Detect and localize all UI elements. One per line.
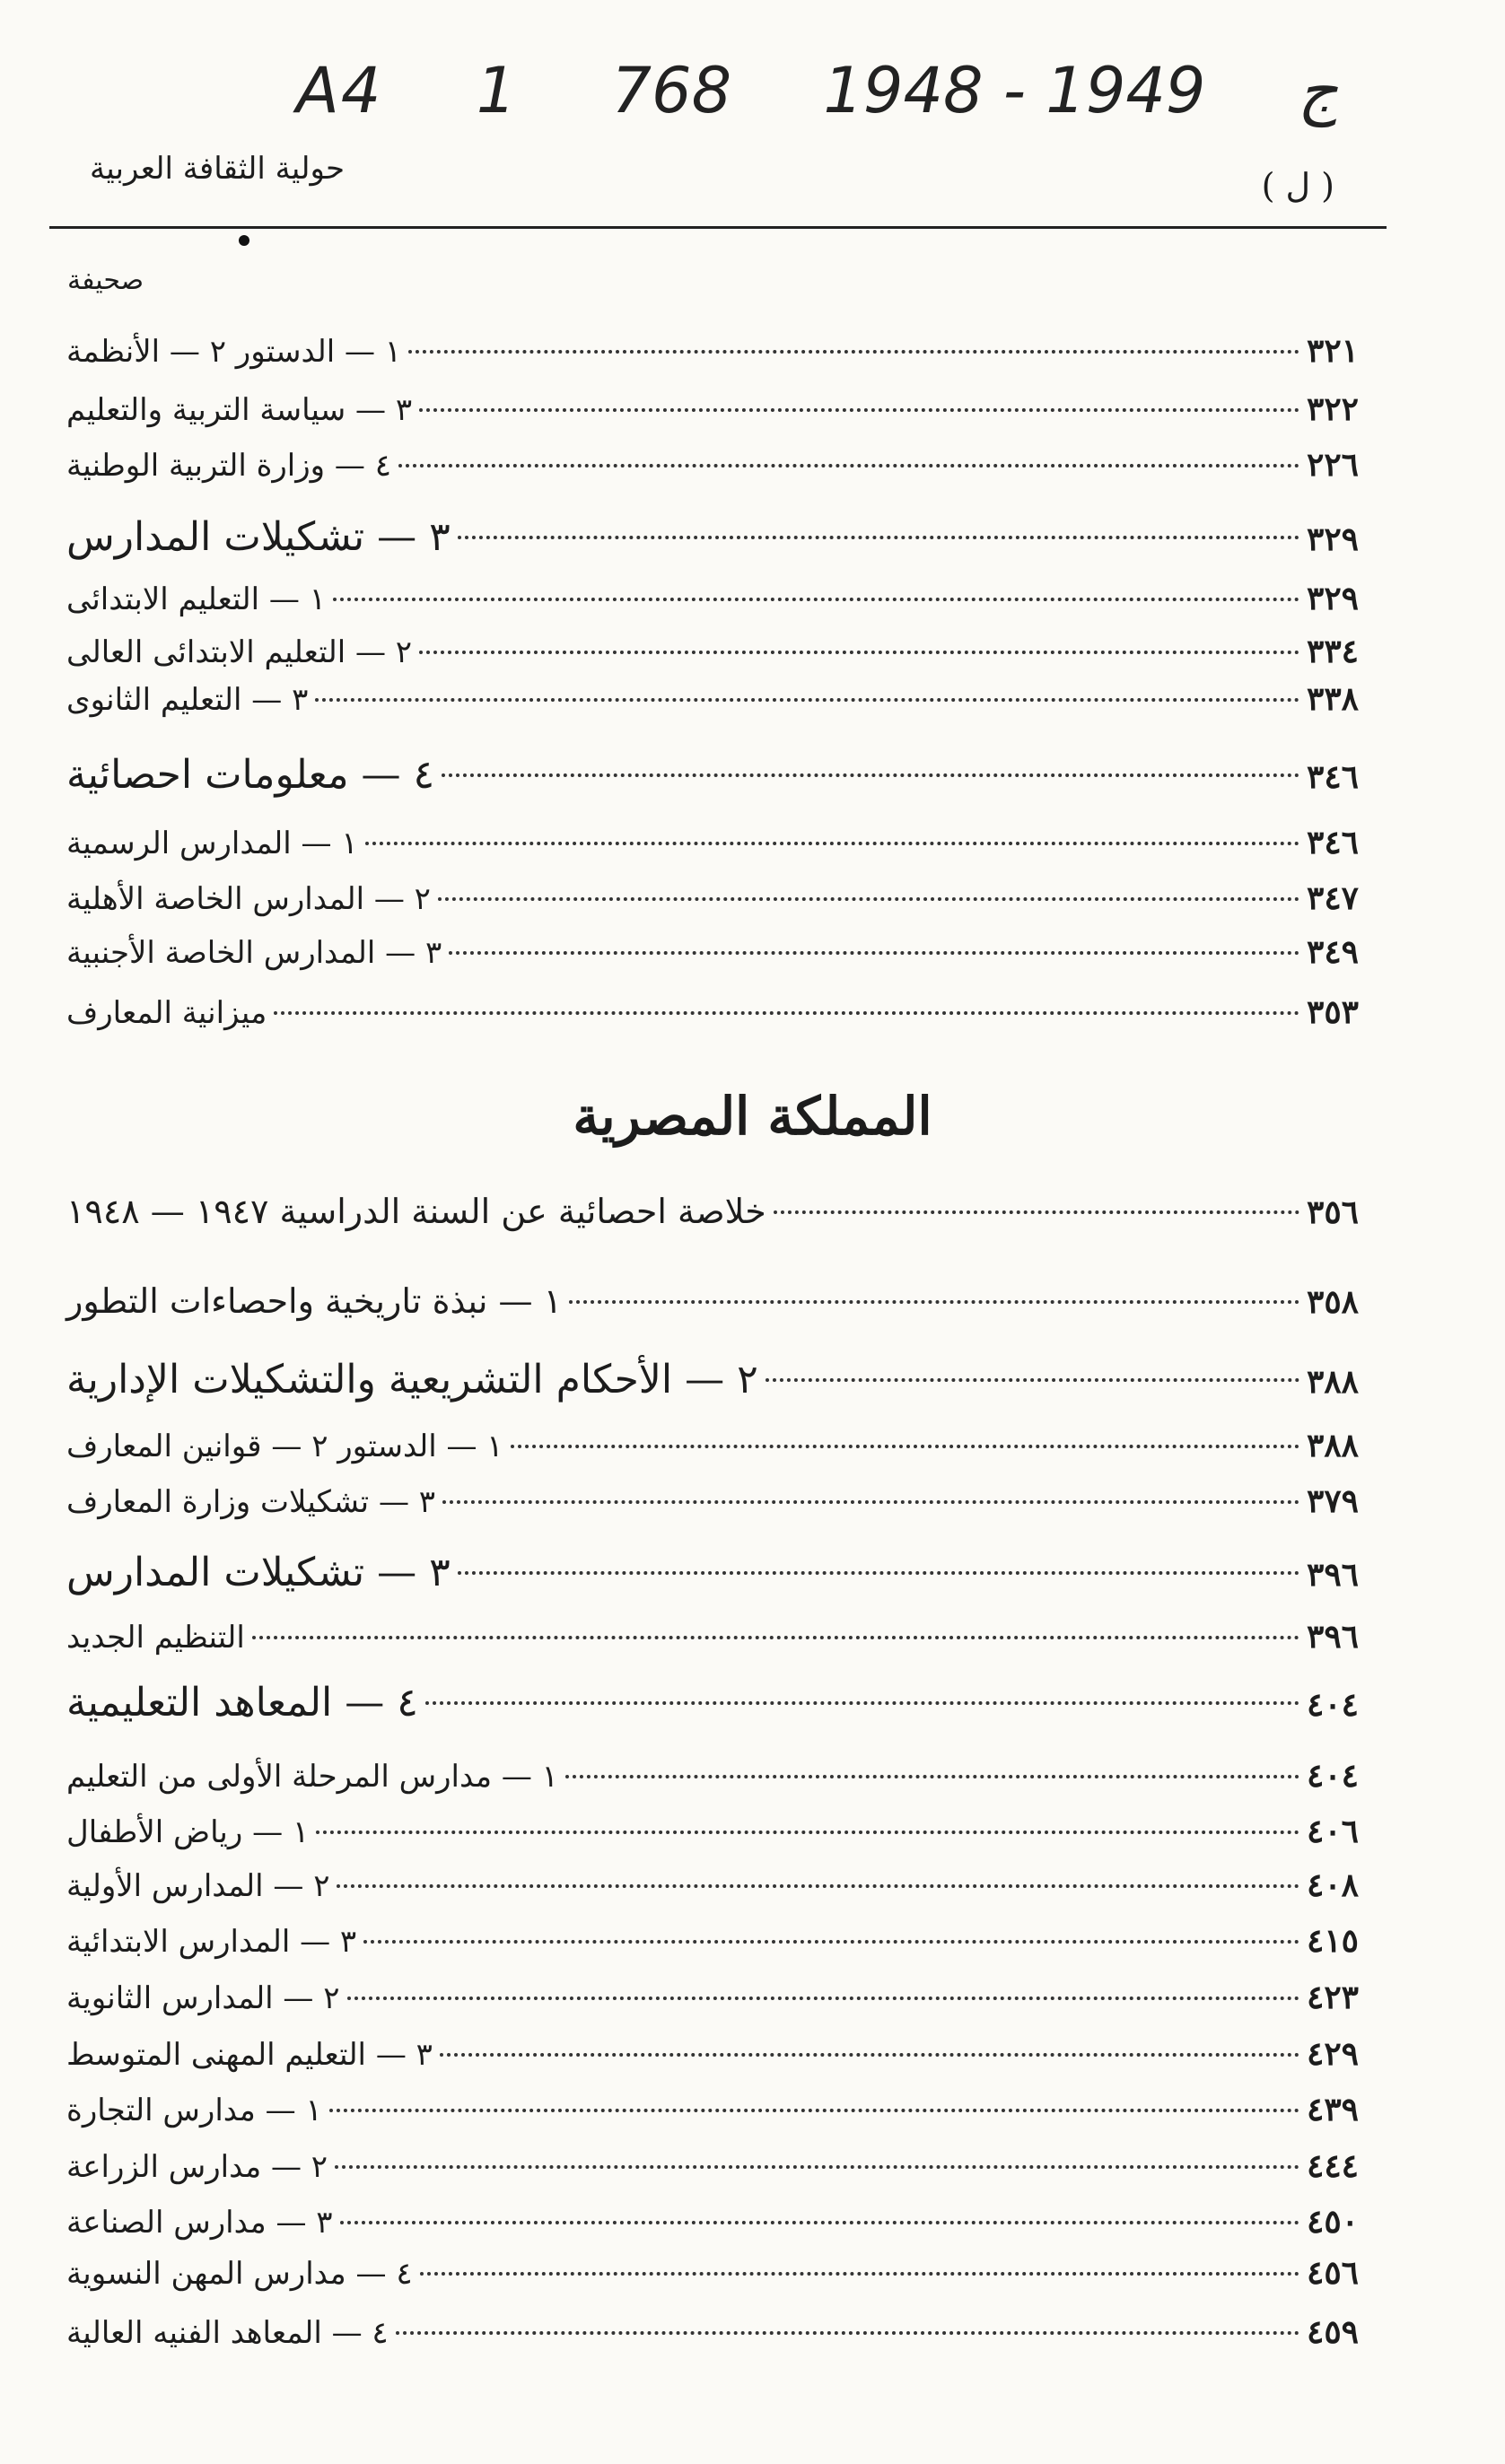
leader-dots xyxy=(449,950,1299,955)
toc-entry xyxy=(54,1550,1364,1595)
leader-dots xyxy=(347,1996,1299,2000)
leader-dots xyxy=(419,650,1299,654)
toc-entry xyxy=(54,680,1364,718)
toc-entry-page: ٣٢٩ xyxy=(1306,520,1359,558)
leader-dots xyxy=(333,597,1299,601)
toc-entry-title: ٤ — المعاهد التعليمية xyxy=(66,1680,418,1726)
toc-entry-title: ٢ — المدارس الخاصة الأهلية xyxy=(66,881,431,917)
toc-entry xyxy=(54,1813,1364,1850)
toc-entry-title: ٤ — معلومات احصائية xyxy=(66,752,435,798)
toc-entry xyxy=(54,1618,1364,1656)
leader-dots xyxy=(442,773,1299,777)
leader-dots xyxy=(766,1377,1299,1382)
toc-entry-page: ٤٣٩ xyxy=(1306,2091,1359,2128)
toc-entry-title: ٣ — مدارس الصناعة xyxy=(66,2205,333,2241)
toc-entry xyxy=(54,1922,1364,1960)
leader-dots xyxy=(315,697,1299,702)
toc-entry xyxy=(54,390,1364,428)
toc-entry-page: ٣٨٨ xyxy=(1306,1427,1359,1464)
toc-entry-title: ٣ — سياسة التربية والتعليم xyxy=(66,392,413,428)
leader-dots xyxy=(458,1570,1299,1575)
leader-dots xyxy=(274,1010,1299,1015)
handwritten-annotation xyxy=(296,54,1410,127)
toc-entry-page: ٣٤٩ xyxy=(1306,933,1359,971)
toc-entry xyxy=(54,879,1364,917)
leader-dots xyxy=(425,1700,1299,1705)
toc-entry-title: ١ — الدستور ٢ — الأنظمة xyxy=(66,334,402,370)
page-letter: ( ل ) xyxy=(1261,166,1334,205)
toc-entry-page: ٣٢٩ xyxy=(1306,580,1359,617)
toc-entry-page: ٣٥٣ xyxy=(1306,993,1359,1031)
toc-entry xyxy=(54,1680,1364,1726)
leader-dots xyxy=(398,463,1299,467)
toc-entry-title: ٣ — تشكيلات المدارس xyxy=(66,1550,451,1595)
toc-entry xyxy=(54,2203,1364,2241)
toc-entry-page: ٢٢٦ xyxy=(1306,446,1359,484)
running-title: حولية الثقافة العربية xyxy=(90,151,346,187)
toc-entry-title: ٣ — تشكيلات وزارة المعارف xyxy=(66,1484,436,1520)
leader-dots xyxy=(335,2164,1299,2169)
toc-entry-title: ٤ — المعاهد الفنيه العالية xyxy=(66,2315,389,2351)
toc-entry-title: ١ — الدستور ٢ — قوانين المعارف xyxy=(66,1429,503,1464)
leader-dots xyxy=(419,407,1299,412)
toc-entry-page: ٣٤٦ xyxy=(1306,824,1359,861)
toc-entry-page: ٣٩٦ xyxy=(1306,1618,1359,1656)
toc-entry-page: ٤١٥ xyxy=(1306,1922,1359,1960)
toc-entry xyxy=(54,1427,1364,1464)
toc-entry-page: ٤٥٦ xyxy=(1306,2254,1359,2292)
toc-entry xyxy=(54,1757,1364,1795)
leader-dots xyxy=(438,896,1299,901)
toc-entry xyxy=(54,633,1364,670)
toc-entry-page: ٣٩٦ xyxy=(1306,1556,1359,1594)
toc-entry-page: ٣٤٧ xyxy=(1306,879,1359,917)
toc-entry xyxy=(54,1192,1364,1231)
leader-dots xyxy=(774,1210,1299,1214)
leader-dots xyxy=(340,2220,1299,2224)
leader-dots xyxy=(440,2052,1299,2057)
toc-entry xyxy=(54,1866,1364,1904)
toc-entry xyxy=(54,1357,1364,1402)
toc-entry xyxy=(54,993,1364,1031)
leader-dots xyxy=(565,1774,1299,1778)
toc-entry xyxy=(54,2035,1364,2073)
leader-dots xyxy=(420,2271,1299,2276)
leader-dots xyxy=(365,841,1299,845)
toc-entry-title: ٣ — المدارس الخاصة الأجنبية xyxy=(66,935,442,971)
toc-entry-page: ٣٢٢ xyxy=(1306,390,1359,428)
toc-entry xyxy=(54,2254,1364,2292)
toc-entry-title: التنظيم الجديد xyxy=(66,1620,245,1656)
section-heading: المملكة المصرية xyxy=(573,1086,932,1147)
toc-entry-page: ٤٥٠ xyxy=(1306,2203,1359,2241)
toc-entry-page: ٣٣٨ xyxy=(1306,680,1359,718)
toc-entry-title: ٣ — التعليم المهنى المتوسط xyxy=(66,2037,433,2073)
toc-entry-title: ٢ — مدارس الزراعة xyxy=(66,2149,328,2185)
toc-entry-title: ٤ — وزارة التربية الوطنية xyxy=(66,448,391,484)
toc-entry-page: ٣٧٩ xyxy=(1306,1482,1359,1520)
toc-entry xyxy=(54,752,1364,798)
handwritten-marker: ج xyxy=(1297,54,1338,127)
toc-entry-page: ٣٥٦ xyxy=(1306,1193,1359,1231)
toc-entry-page: ٤٢٩ xyxy=(1306,2035,1359,2073)
leader-dots xyxy=(442,1499,1299,1504)
toc-entry-page: ٣٢١ xyxy=(1306,332,1359,370)
toc-entry-page: ٤٠٤ xyxy=(1306,1757,1359,1795)
toc-entry-title: ٣ — التعليم الثانوى xyxy=(66,682,309,718)
handwritten-code: A4 xyxy=(296,54,383,127)
toc-entry-page: ٣٨٨ xyxy=(1306,1363,1359,1401)
toc-entry xyxy=(54,933,1364,971)
leader-dots xyxy=(363,1939,1299,1944)
toc-entry-page: ٤٥٩ xyxy=(1306,2313,1359,2351)
leader-dots xyxy=(316,1830,1299,1834)
toc-entry-page: ٤٤٤ xyxy=(1306,2147,1359,2185)
toc-entry xyxy=(54,580,1364,617)
toc-entry-page: ٣٤٦ xyxy=(1306,758,1359,796)
toc-entry xyxy=(54,2147,1364,2185)
leader-dots xyxy=(458,535,1299,539)
toc-entry-page: ٣٥٨ xyxy=(1306,1283,1359,1321)
leader-dots xyxy=(337,1883,1299,1888)
toc-entry xyxy=(54,332,1364,370)
leader-dots xyxy=(396,2330,1299,2335)
toc-entry-title: ١ — نبذة تاريخية واحصاءات التطور xyxy=(66,1281,563,1321)
toc-entry-page: ٤٢٣ xyxy=(1306,1979,1359,2016)
toc-entry xyxy=(54,2091,1364,2128)
ink-dot xyxy=(239,235,249,246)
toc-entry-title: ١ — المدارس الرسمية xyxy=(66,826,358,861)
toc-entry-title: ٢ — الأحكام التشريعية والتشكيلات الإدارية xyxy=(66,1357,758,1402)
toc-entry-title: ٢ — المدارس الثانوية xyxy=(66,1980,340,2016)
toc-entry-title: ٢ — المدارس الأولية xyxy=(66,1868,330,1904)
leader-dots xyxy=(329,2108,1299,2112)
toc-entry-title: ٤ — مدارس المهن النسوية xyxy=(66,2256,413,2292)
leader-dots xyxy=(252,1635,1299,1639)
handwritten-years: 1949 - 1948 xyxy=(823,54,1206,127)
toc-entry-page: ٣٣٤ xyxy=(1306,633,1359,670)
toc-entry-page: ٤٠٦ xyxy=(1306,1813,1359,1850)
toc-entry xyxy=(54,824,1364,861)
handwritten-volume: 1 xyxy=(476,54,519,127)
header-rule xyxy=(49,226,1387,229)
toc-entry xyxy=(54,446,1364,484)
leader-dots xyxy=(511,1444,1299,1448)
toc-entry-title: ٣ — تشكيلات المدارس xyxy=(66,514,451,560)
toc-entry-title: ١ — رياض الأطفال xyxy=(66,1814,310,1850)
leader-dots xyxy=(569,1299,1299,1304)
toc-entry-page: ٤٠٨ xyxy=(1306,1866,1359,1904)
toc-entry xyxy=(54,514,1364,560)
toc-entry-title: ١ — مدارس التجارة xyxy=(66,2093,322,2128)
toc-entry-title: ميزانية المعارف xyxy=(66,995,267,1031)
toc-entry xyxy=(54,1979,1364,2016)
toc-entry-page: ٤٠٤ xyxy=(1306,1686,1359,1724)
toc-entry xyxy=(54,1281,1364,1321)
toc-entry xyxy=(54,1482,1364,1520)
toc-entry-title: خلاصة احصائية عن السنة الدراسية ١٩٤٧ — ١٩٤٨ xyxy=(66,1192,766,1231)
toc-entry-title: ١ — مدارس المرحلة الأولى من التعليم xyxy=(66,1759,558,1795)
toc-entry-title: ٣ — المدارس الابتدائية xyxy=(66,1924,357,1960)
toc-entry-title: ١ — التعليم الابتدائى xyxy=(66,581,326,617)
toc-entry-title: ٢ — التعليم الابتدائى العالى xyxy=(66,634,413,670)
leader-dots xyxy=(408,349,1299,354)
page-column-label: صحيفة xyxy=(67,265,144,296)
toc-entry xyxy=(54,2313,1364,2351)
handwritten-number: 768 xyxy=(611,54,732,127)
